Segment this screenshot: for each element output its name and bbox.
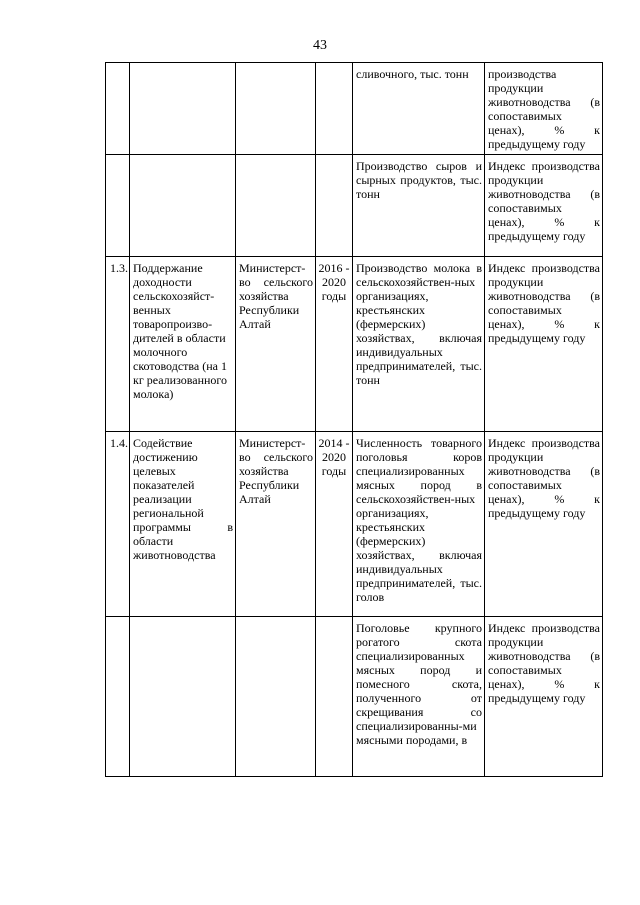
measure-years (316, 155, 353, 257)
target-indicator-cell: Индекс производства продукции животноводства (в сопоставимых ценах), % к предыдущему году (485, 617, 603, 777)
program-measures-table (105, 62, 603, 777)
indicator-cell: Численность товарного поголовья коров специализированных мясных пород в сельскохозяйствен-ных организациях, крестьянских (фермерских) хозяйствах, включая индивидуальных предпринимателей, тыс. голов (353, 432, 485, 617)
indicator-cell: Поголовье крупного рогатого скота специализированных мясных пород и помесного скота, полученного от скрещивания со специализированны-ми мясными породами, в (353, 617, 485, 777)
target-indicator-cell: Индекс производства продукции животноводства (в сопоставимых ценах), % к предыдущему году (485, 155, 603, 257)
measure-executor: Министерст-во сельского хозяйства Республики Алтай (236, 432, 316, 617)
page-number: 43 (313, 38, 327, 53)
measure-name (130, 617, 236, 777)
indicator-cell: Производство сыров и сырных продуктов, тыс. тонн (353, 155, 485, 257)
measure-executor (236, 63, 316, 155)
measure-number (106, 155, 130, 257)
measure-years (316, 63, 353, 155)
measure-years: 2016 - 2020 годы (316, 257, 353, 432)
measure-name: Содействие достижению целевых показателей реализации региональной программы в области животноводства (130, 432, 236, 617)
measure-number (106, 63, 130, 155)
measure-number (106, 617, 130, 777)
table-row (106, 432, 603, 617)
target-indicator-cell: производства продукции животноводства (в сопоставимых ценах), % к предыдущему году (485, 63, 603, 155)
table-row (106, 257, 603, 432)
measure-name (130, 155, 236, 257)
target-indicator-cell: Индекс производства продукции животноводства (в сопоставимых ценах), % к предыдущему году (485, 432, 603, 617)
measure-years: 2014 - 2020 годы (316, 432, 353, 617)
measure-executor (236, 617, 316, 777)
indicator-cell: сливочного, тыс. тонн (353, 63, 485, 155)
table-row (106, 617, 603, 777)
table-row (106, 155, 603, 257)
table-row (106, 63, 603, 155)
measure-name: Поддержание доходности сельскохозяйст-венных товаропроизво-дителей в области молочного скотоводства (на 1 кг реализованного молока) (130, 257, 236, 432)
measure-number: 1.3. (106, 257, 130, 432)
measure-executor (236, 155, 316, 257)
indicator-cell: Производство молока в сельскохозяйствен-ных организациях, крестьянских (фермерских) хозяйствах, включая индивидуальных предпринимателей, тыс. тонн (353, 257, 485, 432)
measure-years (316, 617, 353, 777)
measure-name (130, 63, 236, 155)
measure-number: 1.4. (106, 432, 130, 617)
measure-executor: Министерст-во сельского хозяйства Республики Алтай (236, 257, 316, 432)
target-indicator-cell: Индекс производства продукции животноводства (в сопоставимых ценах), % к предыдущему году (485, 257, 603, 432)
